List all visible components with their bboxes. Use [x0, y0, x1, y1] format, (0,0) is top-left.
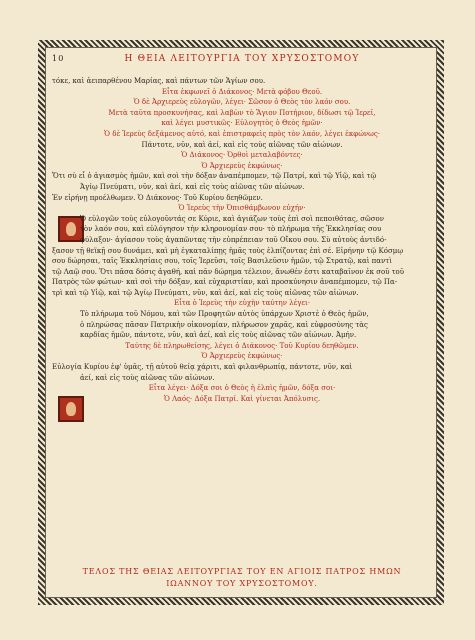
- text-line: ὁ πληρώσας πᾶσαν Πατρικὴν οἰκονομίαν, πλήρωσον χαρᾶς, καὶ εὐφροσύνης τὰς: [80, 320, 368, 329]
- rubric-line: Ὁ Ἀρχιερεὺς ἐκφώνως·: [201, 161, 283, 170]
- rubric-line: Μετὰ ταῦτα προσκυνήσας, καὶ λαβὼν τὸ Ἅγιον Ποτήριον, δίδωσι τῷ Ἱερεῖ,: [108, 108, 376, 117]
- rubric-line: Ταύτης δὲ πληρωθείσης, λέγει ὁ Διάκονος· Τοῦ Κυρίου δεηθῶμεν.: [125, 341, 359, 350]
- text-line: Ὅτι σὺ εἶ ὁ ἁγιασμὸς ἡμῶν, καὶ σοὶ τὴν δόξαν ἀναπέμπομεν, τῷ Πατρί, καὶ τῷ Υἱῷ, καὶ τῷ: [52, 172, 377, 181]
- text-line: τρὶ καὶ τῷ Υἱῷ, καὶ τῷ Ἁγίῳ Πνεύματι, νῦν, καὶ ἀεί, καὶ εἰς τοὺς αἰῶνας τῶν αἰώνων.: [52, 288, 359, 297]
- rubric-line: Εἶτα ὁ Ἱερεὺς τὴν εὐχὴν ταύτην λέγει·: [173, 299, 311, 308]
- rubric-line: Εἶτα λέγει· Δόξα σοι ὁ Θεὸς ἡ ἐλπὶς ἡμῶν, δόξα σοι·: [148, 384, 336, 393]
- liturgy-text: [52, 76, 432, 404]
- text-line: Ἁγίῳ Πνεύματι, νῦν, καὶ ἀεί, καὶ εἰς τοὺς αἰῶνας τῶν αἰώνων.: [80, 182, 305, 191]
- text-line: Ὁ εὐλογῶν τοὺς εὐλογοῦντάς σε Κύριε, καὶ ἁγιάζων τοὺς ἐπὶ σοὶ πεποιθότας, σῶσον: [80, 214, 385, 223]
- rubric-line: Ὁ Ἀρχιερεὺς ἐκφώνως·: [201, 352, 283, 361]
- text-line: Ἐν εἰρήνῃ προέλθωμεν. Ὁ Διάκονος· Τοῦ Κυρίου δεηθῶμεν.: [52, 193, 263, 202]
- rubric-line: καὶ λέγει μυστικῶς· Εὐλογητὸς ὁ Θεὸς ἡμῶν·: [161, 119, 323, 128]
- text-line: Εὐλογία Κυρίου ἐφ' ὑμᾶς, τῇ αὐτοῦ θείᾳ χάριτι, καὶ φιλανθρωπίᾳ, πάντοτε, νῦν, καὶ: [52, 363, 353, 372]
- text-line: ξασον τῇ θεϊκῇ σου δυνάμει, καὶ μὴ ἐγκαταλίπῃς ἡμᾶς τοὺς ἐλπίζοντας ἐπὶ σέ. Εἰρήνην τῷ Κόσμῳ: [52, 246, 404, 255]
- closing-rubric: [52, 566, 432, 590]
- text-line: τόκε, καὶ ἀειπαρθένου Μαρίας, καὶ πάντων τῶν Ἁγίων σου.: [52, 77, 266, 85]
- rubric-line: Ὁ Διάκονος· Ὀρθοὶ μεταλαβόντες·: [181, 151, 303, 160]
- text-line: Πατρὸς τῶν φώτων· καὶ σοὶ τὴν δόξαν, καὶ εὐχαριστίαν, καὶ προσκύνησιν ἀναπέμπομεν, τῷ Πα-: [52, 278, 398, 287]
- text-line: ἀεί, καὶ εἰς τοὺς αἰῶνας τῶν αἰώνων.: [80, 373, 215, 382]
- text-line: Πάντοτε, νῦν, καὶ ἀεί, καὶ εἰς τοὺς αἰῶνας τῶν αἰώνων.: [141, 140, 343, 149]
- text-line: Τὸ πλήρωμα τοῦ Νόμου, καὶ τῶν Προφητῶν αὐτὸς ὑπάρχων Χριστὲ ὁ Θεὸς ἡμῶν,: [80, 310, 369, 319]
- text-line: σου δώρησαι, ταῖς Ἐκκλησίαις σου, τοῖς Ἱερεῦσι, τοῖς Βασιλεῦσιν ἡμῶν, τῷ Στρατῷ, καὶ παντὶ: [52, 257, 392, 266]
- closing-line-2: ΙΩΑΝΝΟΥ ΤΟΥ ΧΡΥΣΟΣΤΟΜΟΥ.: [166, 579, 318, 588]
- rubric-line: Εἶτα ἐκφωνεῖ ὁ Διάκονος· Μετὰ φόβου Θεοῦ.: [161, 87, 323, 96]
- rubric-line: Ὁ δὲ Ἀρχιερεὺς εὐλογῶν, λέγει· Σῶσον ὁ Θεὸς τὸν λαόν σου.: [133, 98, 351, 107]
- rubric-line: Ὁ Λαός· Δόξα Πατρί. Καὶ γίνεται Ἀπόλυσις.: [163, 394, 321, 403]
- rubric-line: Ὁ Ἱερεὺς τὴν Ὀπισθάμβωνον εὐχήν·: [178, 204, 306, 213]
- text-line: τῷ Λαῷ σου. Ὅτι πᾶσα δόσις ἀγαθή, καὶ πᾶν δώρημα τέλειον, ἄνωθέν ἐστι καταβαῖνον ἐκ σοῦ τοῦ: [52, 267, 405, 276]
- text-line: τὸν λαόν σου, καὶ εὐλόγησον τὴν κληρονομίαν σου· τὸ πλήρωμα τῆς Ἐκκλησίας σου: [80, 225, 382, 234]
- text-line: φύλαξον· ἁγίασον τοὺς ἀγαπῶντας τὴν εὐπρέπειαν τοῦ Οἴκου σου. Σὺ αὐτοὺς ἀντιδό-: [80, 235, 387, 244]
- running-header: [52, 54, 432, 68]
- closing-line-1: ΤΕΛΟΣ ΤΗΣ ΘΕΙΑΣ ΛΕΙΤΟΥΡΓΙΑΣ ΤΟΥ ΕΝ ΑΓΙΟΙΣ ΠΑΤΡΟΣ ΗΜΩΝ: [82, 567, 402, 576]
- rubric-line: Ὁ δὲ Ἱερεὺς δεξάμενος αὐτό, καὶ ἐπιστραφεὶς πρὸς τὸν λαόν, λέγει ἐκφώνως·: [103, 129, 381, 138]
- page-number: 10: [52, 54, 65, 63]
- text-line: καρδίας ἡμῶν, πάντοτε, νῦν, καὶ ἀεί, καὶ εἰς τοὺς αἰῶνας τῶν αἰώνων. Ἀμήν.: [80, 331, 357, 340]
- running-title: Η ΘΕΙΑ ΛΕΙΤΟΥΡΓΙΑ ΤΟΥ ΧΡΥΣΟΣΤΟΜΟΥ: [124, 54, 360, 64]
